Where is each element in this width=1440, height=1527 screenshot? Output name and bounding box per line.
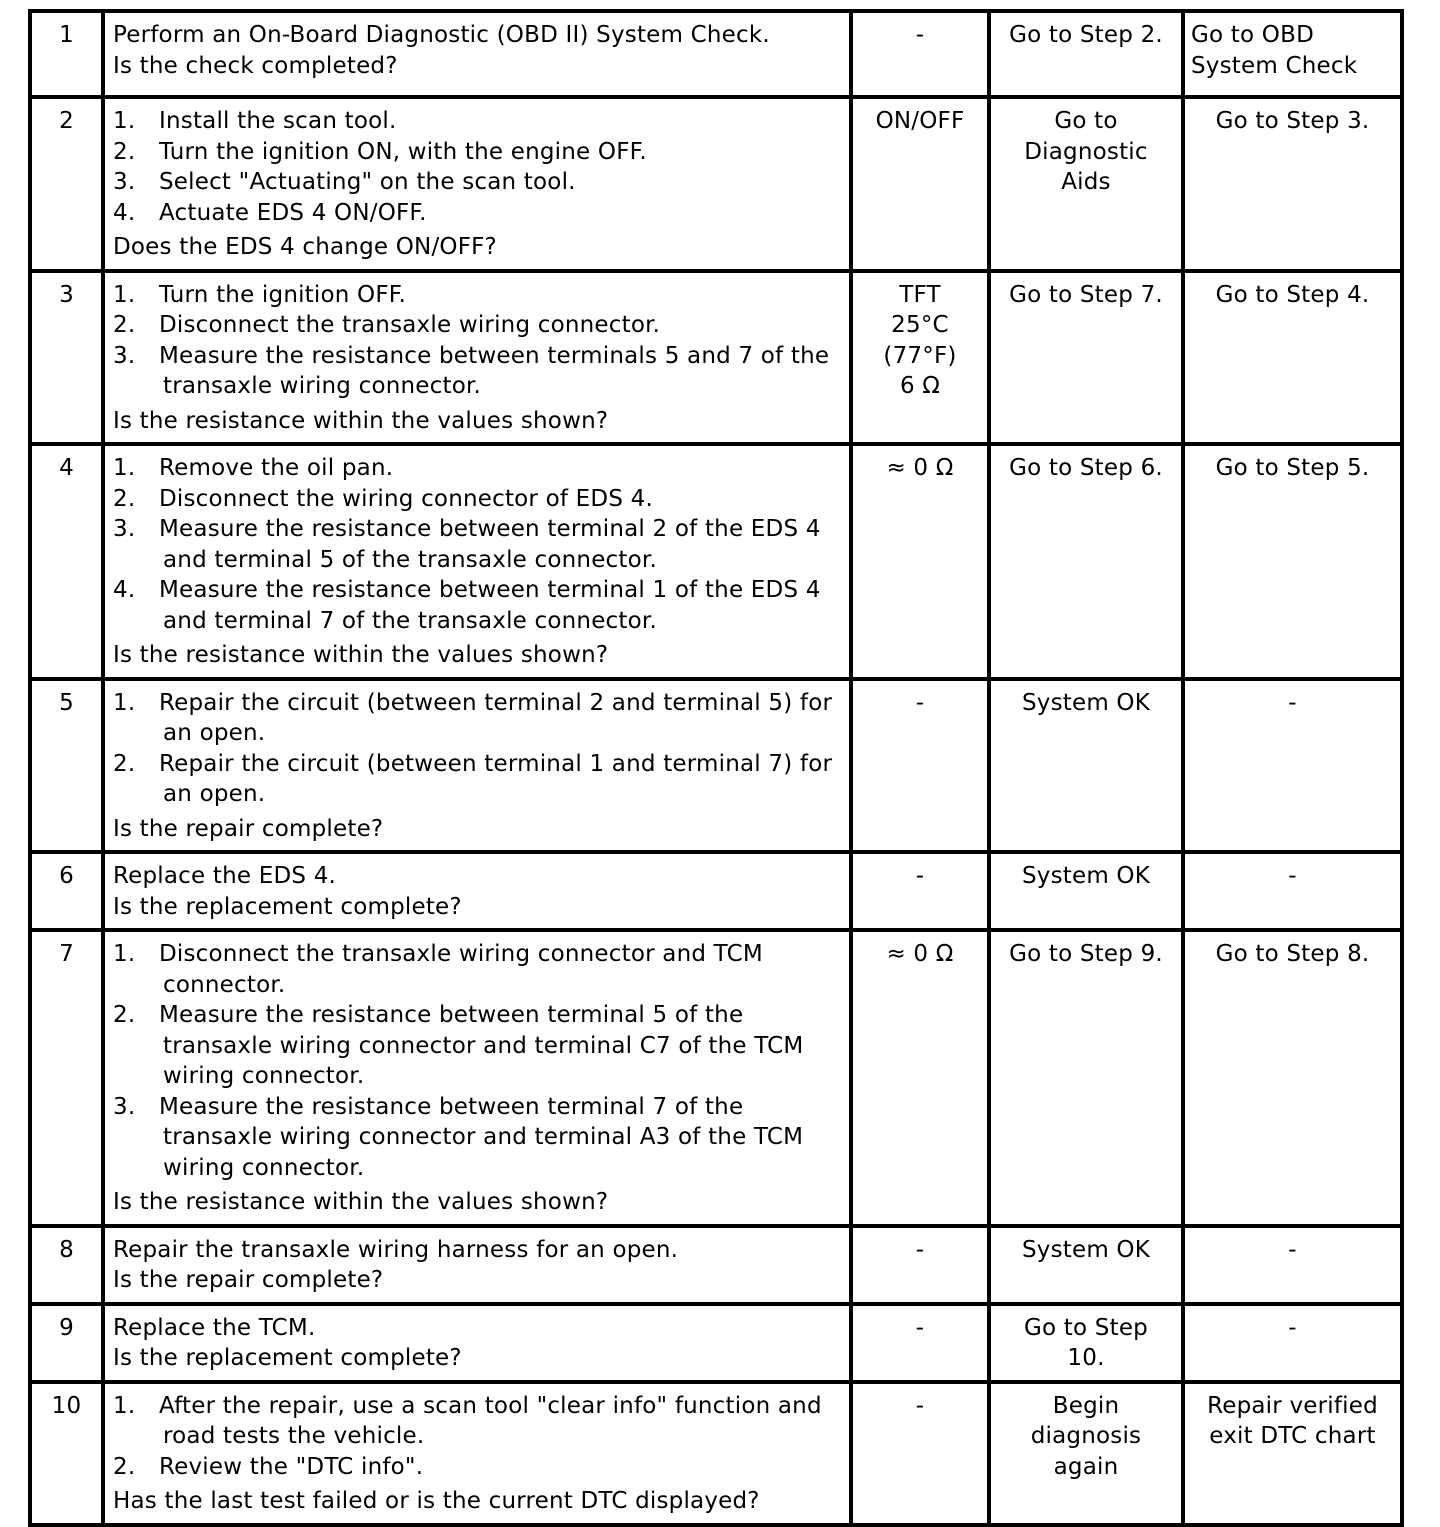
value-cell (851, 852, 989, 930)
no-cell (1183, 1226, 1402, 1304)
step-number: 3 (30, 271, 103, 445)
value-cell-line: - (915, 863, 925, 889)
step-number: 7 (30, 930, 103, 1226)
action-text: Replace the TCM. (113, 1314, 316, 1341)
yes-cell-line: System OK (1021, 689, 1151, 716)
step-number: 4 (30, 444, 103, 679)
action-step-item (113, 1000, 843, 1092)
table-row (30, 1304, 1402, 1382)
no-cell-line: - (1288, 689, 1297, 716)
action-step-item (113, 280, 843, 311)
action-question: Does the EDS 4 change ON/OFF? (113, 234, 497, 260)
action-step-number: 4. (113, 577, 136, 603)
value-cell (851, 271, 989, 445)
action-step-text: Disconnect the transaxle wiring connector. (159, 312, 661, 338)
action-step-item (113, 939, 843, 1000)
no-cell (1183, 679, 1402, 853)
value-cell-line: - (915, 22, 925, 48)
action-step-number: 3. (113, 516, 136, 542)
no-cell-line: Go to Step 5. (1215, 455, 1370, 481)
action-step-item (113, 575, 843, 636)
action-step-item (113, 1092, 843, 1184)
action-step-item (113, 1391, 843, 1452)
action-step-item (113, 484, 843, 515)
diagnostic-table-body (30, 11, 1402, 1525)
action-step-item (113, 341, 843, 402)
value-cell (851, 11, 989, 97)
value-cell-line: (77°F) (883, 342, 957, 369)
table-row (30, 1226, 1402, 1304)
step-number: 9 (30, 1304, 103, 1382)
action-step-text: Measure the resistance between terminal 1 of the EDS 4 and terminal 7 of the transaxle connector. (159, 577, 821, 634)
action-step-number: 1. (113, 689, 136, 716)
no-cell-line: System Check (1191, 52, 1358, 79)
action-step-item (113, 749, 843, 810)
yes-cell-line: Go to Step (1024, 1314, 1148, 1341)
action-question: Is the resistance within the values shown? (113, 642, 609, 668)
value-cell-line: 25°C (891, 312, 949, 338)
action-step-item (113, 514, 843, 575)
step-number: 1 (30, 11, 103, 97)
table-row (30, 271, 1402, 445)
action-step-item (113, 167, 843, 198)
yes-cell (989, 97, 1183, 271)
action-step-text: Actuate EDS 4 ON/OFF. (159, 199, 427, 226)
value-cell-line: ≈ 0 Ω (886, 941, 954, 967)
yes-cell-line: Go to Step 6. (1009, 455, 1163, 481)
action-step-text: Measure the resistance between terminal 7 of the transaxle wiring connector and terminal A3 of the TCM wiring connector. (159, 1093, 804, 1181)
yes-cell (989, 1382, 1183, 1525)
value-cell (851, 1304, 989, 1382)
yes-cell (989, 679, 1183, 853)
yes-cell (989, 1226, 1183, 1304)
value-cell (851, 679, 989, 853)
step-number: 5 (30, 679, 103, 853)
table-row (30, 1382, 1402, 1525)
no-cell-line: Go to Step 3. (1215, 108, 1370, 134)
action-step-number: 2. (113, 312, 136, 338)
yes-cell-line: again (1053, 1453, 1119, 1480)
action-step-item (113, 688, 843, 749)
action-step-number: 1. (113, 455, 136, 481)
yes-cell-line: System OK (1021, 863, 1151, 889)
value-cell (851, 1226, 989, 1304)
yes-cell-line: System OK (1021, 1236, 1151, 1263)
action-step-number: 3. (113, 169, 136, 195)
no-cell-line: - (1288, 1314, 1297, 1341)
action-question: Is the resistance within the values shown? (113, 1189, 609, 1215)
yes-cell-line: Diagnostic Aids (1024, 138, 1148, 195)
yes-cell (989, 271, 1183, 445)
step-number: 8 (30, 1226, 103, 1304)
action-step-text: Install the scan tool. (159, 108, 397, 134)
value-cell (851, 1382, 989, 1525)
action-step-number: 1. (113, 281, 136, 308)
value-cell (851, 444, 989, 679)
table-row (30, 852, 1402, 930)
action-step-text: Remove the oil pan. (159, 455, 394, 481)
action-step-text: Turn the ignition ON, with the engine OFF. (159, 138, 647, 165)
action-step-number: 2. (113, 1453, 136, 1480)
no-cell (1183, 1382, 1402, 1525)
action-step-number: 2. (113, 485, 136, 512)
no-cell-line: Go to OBD (1191, 22, 1314, 48)
action-step-text: Select "Actuating" on the scan tool. (159, 169, 576, 195)
action-step-number: 4. (113, 199, 136, 226)
action-step-number: 1. (113, 1392, 136, 1419)
action-step-item (113, 310, 843, 341)
no-cell-line: Go to Step 8. (1215, 941, 1370, 967)
step-number: 10 (30, 1382, 103, 1525)
action-question: Is the replacement complete? (113, 1345, 462, 1371)
action-step-number: 1. (113, 941, 136, 967)
action-step-item (113, 1452, 843, 1483)
value-cell-line: ≈ 0 Ω (886, 455, 954, 481)
action-cell (103, 271, 851, 445)
action-question: Is the replacement complete? (113, 893, 462, 920)
action-step-number: 2. (113, 750, 136, 777)
table-row (30, 11, 1402, 97)
action-step-number: 3. (113, 1093, 136, 1120)
action-cell (103, 11, 851, 97)
step-number: 2 (30, 97, 103, 271)
no-cell-line: - (1288, 863, 1297, 889)
value-cell-line: TFT (899, 281, 941, 308)
action-step-number: 1. (113, 108, 136, 134)
no-cell (1183, 444, 1402, 679)
diagnostic-table (28, 9, 1404, 1527)
no-cell (1183, 1304, 1402, 1382)
value-cell-line: ON/OFF (875, 108, 965, 134)
step-number: 6 (30, 852, 103, 930)
action-cell (103, 679, 851, 853)
action-question: Is the resistance within the values shown? (113, 407, 609, 434)
value-cell (851, 930, 989, 1226)
yes-cell-line: Go to Step 9. (1009, 941, 1163, 967)
action-step-text: Measure the resistance between terminal 2 of the EDS 4 and terminal 5 of the transaxle connector. (159, 516, 821, 573)
value-cell-line: - (915, 689, 925, 716)
action-question: Is the check completed? (113, 52, 398, 79)
action-step-text: Repair the circuit (between terminal 1 and terminal 7) for an open. (159, 750, 833, 807)
value-cell-line: - (915, 1392, 925, 1419)
action-question: Has the last test failed or is the current DTC displayed? (113, 1488, 760, 1514)
yes-cell-line: Go to Step 2. (1009, 22, 1163, 48)
no-cell (1183, 97, 1402, 271)
action-text: Replace the EDS 4. (113, 863, 337, 889)
action-cell (103, 930, 851, 1226)
action-step-item (113, 106, 843, 137)
yes-cell (989, 930, 1183, 1226)
yes-cell-line: Go to Step 7. (1009, 281, 1163, 308)
yes-cell-line: Go to (1054, 108, 1118, 134)
table-row (30, 97, 1402, 271)
value-cell-line: 6 Ω (899, 373, 941, 399)
no-cell-line: Repair verified (1207, 1392, 1378, 1419)
action-cell (103, 1382, 851, 1525)
no-cell (1183, 11, 1402, 97)
no-cell (1183, 930, 1402, 1226)
action-step-item (113, 137, 843, 168)
yes-cell (989, 11, 1183, 97)
table-row (30, 679, 1402, 853)
action-step-number: 2. (113, 138, 136, 165)
no-cell (1183, 271, 1402, 445)
action-question: Is the repair complete? (113, 1267, 384, 1293)
action-cell (103, 852, 851, 930)
yes-cell-line: Begin (1052, 1392, 1120, 1419)
no-cell-line: - (1288, 1236, 1297, 1263)
action-step-text: After the repair, use a scan tool "clear info" function and road tests the vehicle. (159, 1392, 822, 1449)
action-step-text: Disconnect the wiring connector of EDS 4. (159, 485, 653, 512)
action-step-item (113, 453, 843, 484)
no-cell-line: exit DTC chart (1209, 1423, 1376, 1449)
yes-cell (989, 444, 1183, 679)
table-row (30, 444, 1402, 679)
value-cell-line: - (915, 1236, 925, 1263)
action-step-text: Disconnect the transaxle wiring connector and TCM connector. (159, 941, 763, 998)
action-question: Is the repair complete? (113, 815, 384, 842)
table-row (30, 930, 1402, 1226)
no-cell (1183, 852, 1402, 930)
value-cell-line: - (915, 1314, 925, 1341)
action-cell (103, 1226, 851, 1304)
value-cell (851, 97, 989, 271)
action-step-item (113, 198, 843, 229)
action-step-number: 3. (113, 342, 136, 369)
yes-cell (989, 1304, 1183, 1382)
action-step-text: Turn the ignition OFF. (159, 281, 407, 308)
action-cell (103, 444, 851, 679)
yes-cell-line: 10. (1067, 1345, 1105, 1371)
yes-cell-line: diagnosis (1030, 1423, 1142, 1449)
action-text: Perform an On-Board Diagnostic (OBD II) System Check. (113, 22, 770, 48)
action-cell (103, 1304, 851, 1382)
no-cell-line: Go to Step 4. (1215, 281, 1370, 308)
action-step-text: Repair the circuit (between terminal 2 and terminal 5) for an open. (159, 689, 833, 746)
action-step-text: Review the "DTC info". (159, 1453, 424, 1480)
action-step-text: Measure the resistance between terminal 5 of the transaxle wiring connector and terminal C7 of the TCM wiring connector. (159, 1002, 804, 1089)
action-cell (103, 97, 851, 271)
action-step-text: Measure the resistance between terminals 5 and 7 of the transaxle wiring connector. (159, 342, 830, 399)
action-text: Repair the transaxle wiring harness for an open. (113, 1236, 679, 1263)
action-step-number: 2. (113, 1002, 136, 1028)
yes-cell (989, 852, 1183, 930)
